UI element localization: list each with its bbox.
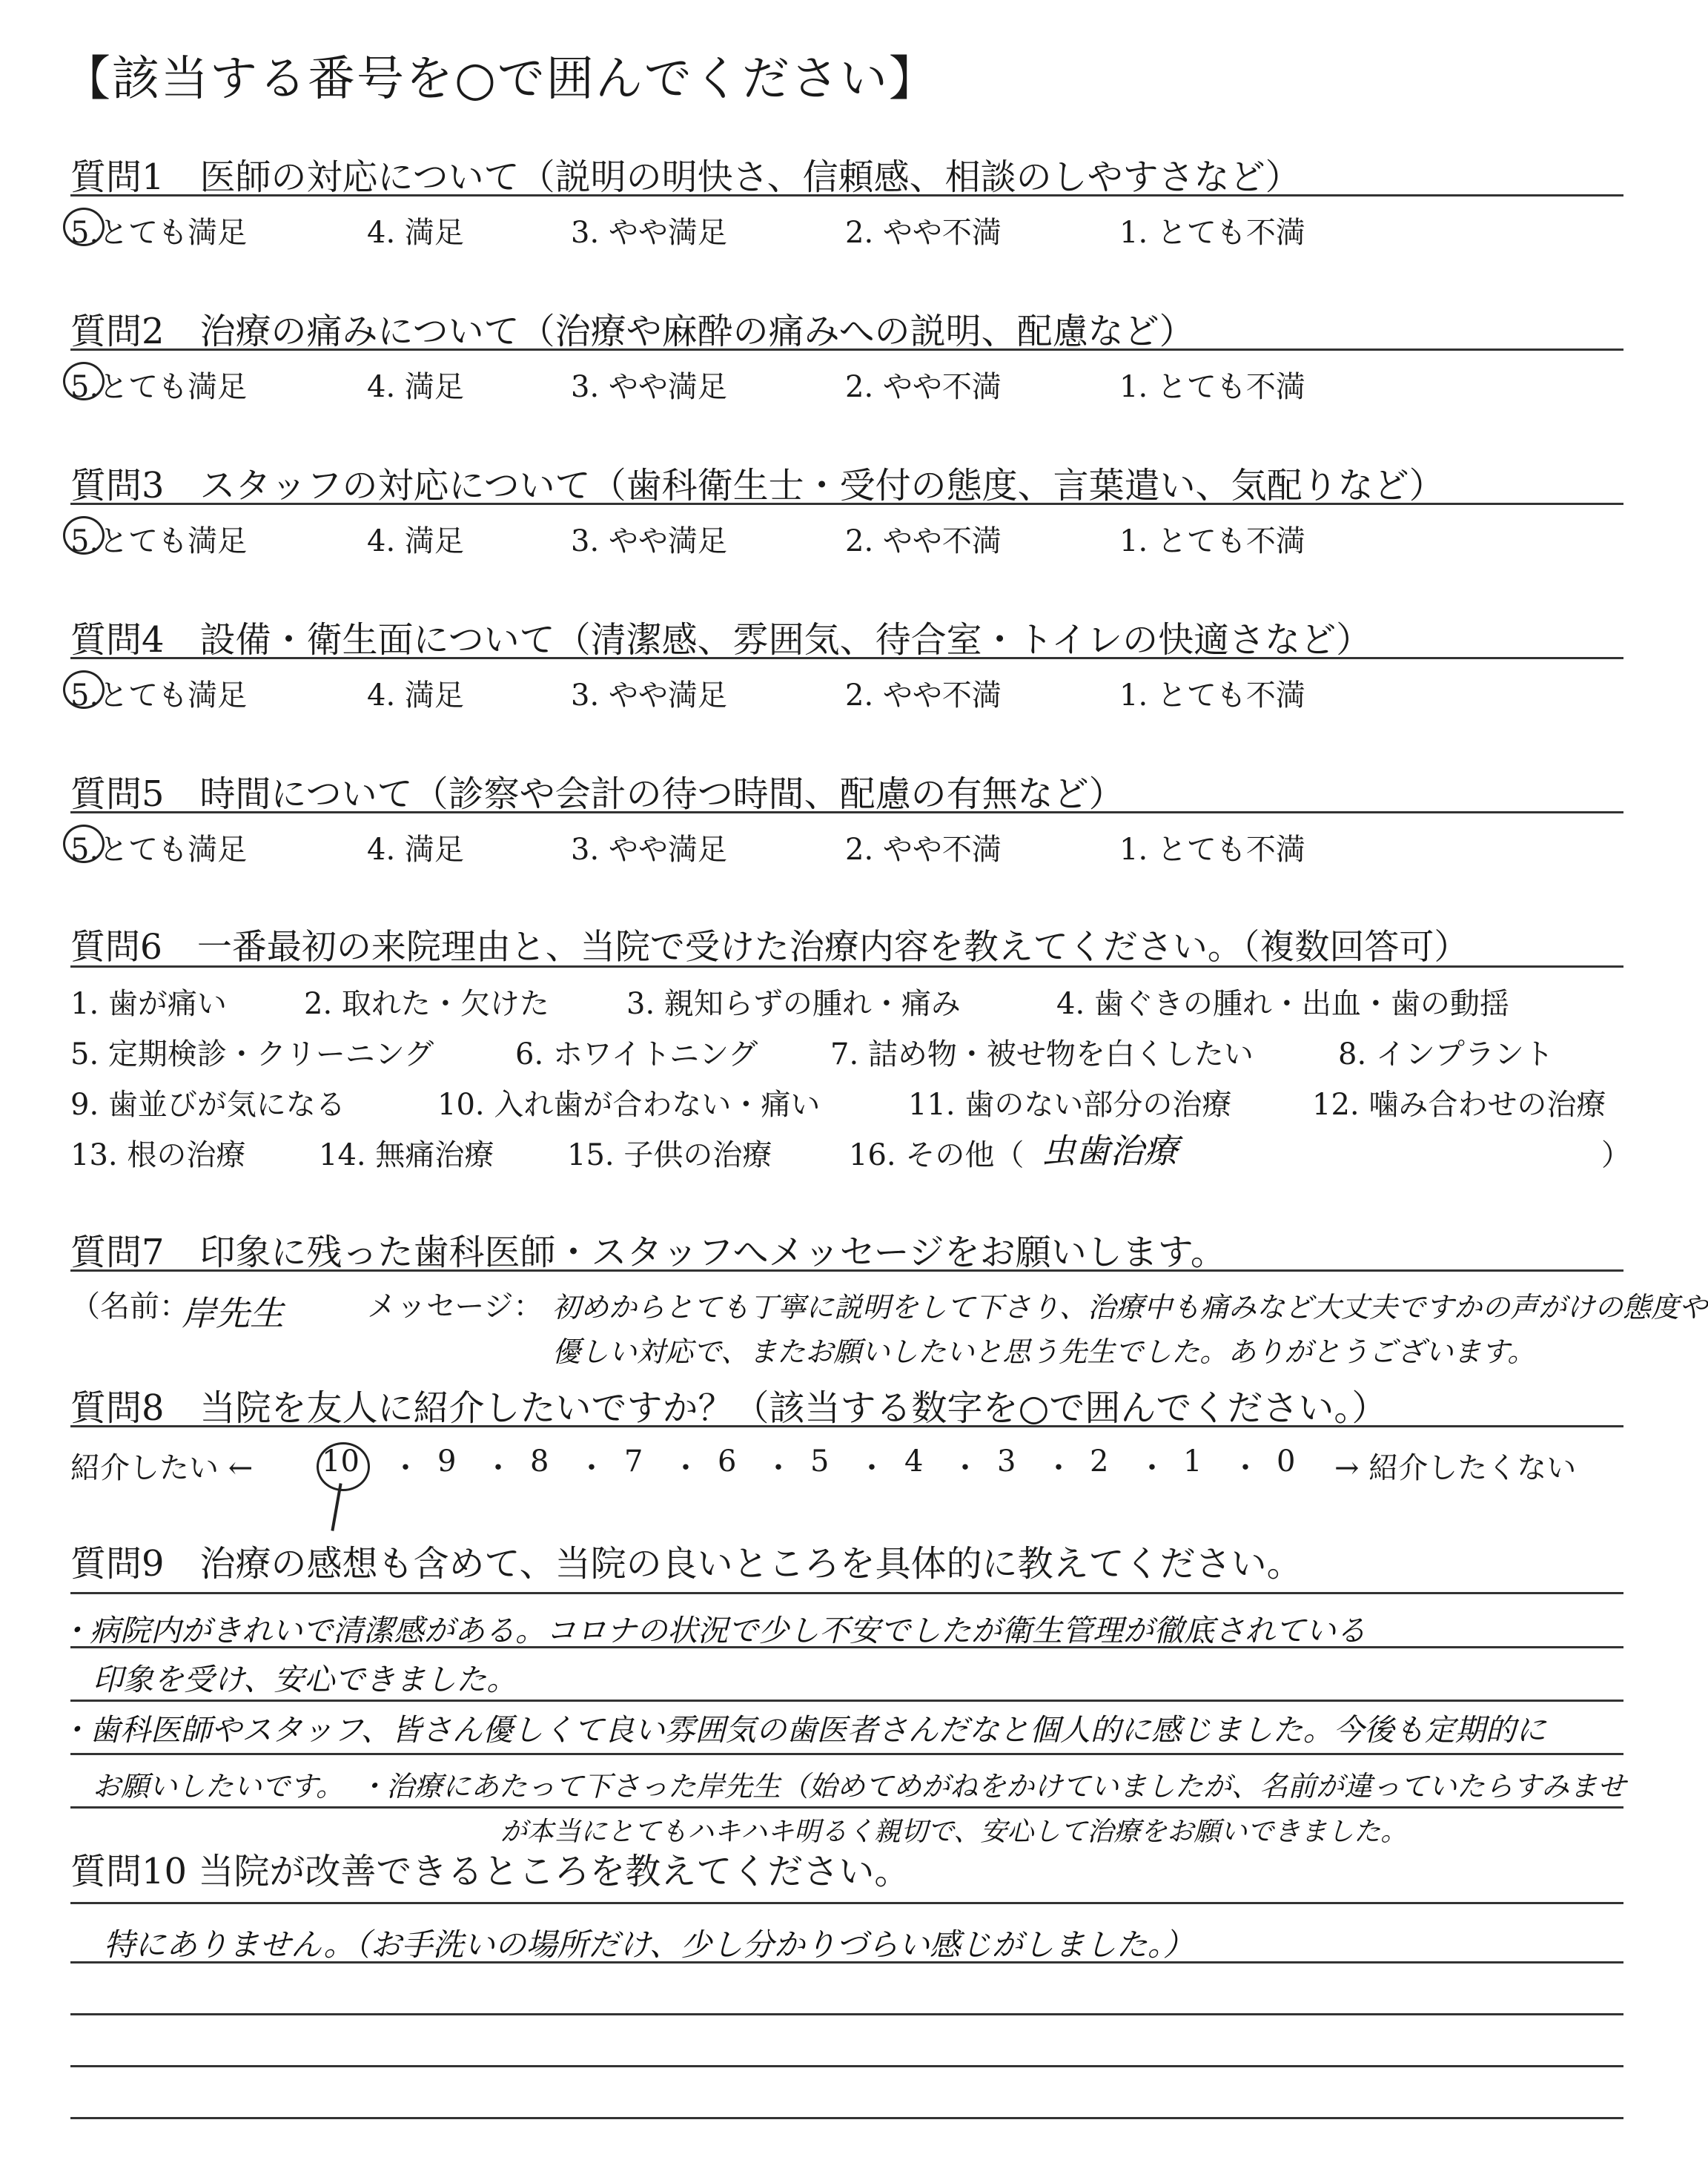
question-title: 質問8 当院を友人に紹介したいですか？（該当する数字を○で囲んでください。） — [70, 1387, 1388, 1429]
question-title: 質問5 時間について（診察や会計の待つ時間、配慮の有無など） — [70, 773, 1125, 815]
scale-9[interactable]: 9 — [437, 1444, 457, 1479]
answer-handwritten-line1[interactable]: ・病院内がきれいで清潔感がある。コロナの状況で少し不安でしたが衛生管理が徹底されている — [59, 1613, 1366, 1648]
divider — [70, 1425, 1623, 1427]
scale-dot: ・ — [483, 1451, 513, 1485]
scale-left-label: 紹介したい ← — [70, 1451, 254, 1485]
option-4[interactable]: 4. 満足 — [367, 216, 464, 250]
scale-dot: ・ — [391, 1451, 420, 1485]
checkbox-item[interactable]: 13. 根の治療 — [70, 1138, 246, 1172]
scale-1[interactable]: 1 — [1183, 1444, 1202, 1479]
scale-dot: ・ — [1044, 1451, 1073, 1485]
checkbox-item[interactable]: 11. 歯のない部分の治療 — [908, 1088, 1232, 1122]
scale-dot: ・ — [764, 1451, 793, 1485]
option-3[interactable]: 3. やや満足 — [571, 833, 727, 867]
scale-7[interactable]: 7 — [624, 1444, 643, 1479]
answer-handwritten-line5[interactable]: が本当にとてもハキハキ明るく親切で、安心して治療をお願いできました。 — [500, 1817, 1408, 1847]
divider — [70, 194, 1623, 196]
writing-line — [70, 1700, 1623, 1702]
question-title: 質問7 印象に残った歯科医師・スタッフへメッセージをお願いします。 — [70, 1232, 1226, 1273]
checkbox-item[interactable]: 7. 詰め物・被せ物を白くしたい — [830, 1037, 1254, 1071]
answer-handwritten-line4[interactable]: お願いしたいです。 ・治療にあたって下さった岸先生（始めてめがねをかけていましたが、名前が違っていたらすみませ — [93, 1770, 1626, 1803]
option-4[interactable]: 4. 満足 — [367, 678, 464, 713]
answer-handwritten-line2[interactable]: 印象を受け、安心できました。 — [93, 1662, 517, 1697]
form-header: 【該当する番号を○で囲んでください】 — [63, 52, 938, 107]
option-3[interactable]: 3. やや満足 — [571, 524, 727, 558]
option-5[interactable]: 5.とても満足 — [70, 678, 248, 713]
option-3[interactable]: 3. やや満足 — [571, 370, 727, 404]
scale-6[interactable]: 6 — [718, 1444, 737, 1479]
option-2[interactable]: 2. やや不満 — [845, 524, 1002, 558]
writing-line — [70, 1646, 1623, 1648]
answer-handwritten[interactable]: 特にありません。（お手洗いの場所だけ、少し分かりづらい感じがしました。） — [104, 1926, 1194, 1963]
checkbox-item[interactable]: 2. 取れた・欠けた — [304, 987, 549, 1021]
question-title: 質問1 医師の対応について（説明の明快さ、信頼感、相談のしやすさなど） — [70, 156, 1301, 198]
writing-line — [70, 1753, 1623, 1755]
scale-2[interactable]: 2 — [1090, 1444, 1109, 1479]
checkbox-item[interactable]: 15. 子供の治療 — [567, 1138, 772, 1172]
checkbox-item[interactable]: 14. 無痛治療 — [319, 1138, 494, 1172]
option-2[interactable]: 2. やや不満 — [845, 678, 1002, 713]
writing-line — [70, 2065, 1623, 2067]
checkbox-item[interactable]: 3. 親知らずの腫れ・痛み — [626, 987, 961, 1021]
scale-3[interactable]: 3 — [997, 1444, 1016, 1479]
option-2[interactable]: 2. やや不満 — [845, 216, 1002, 250]
scale-right-label: → 紹介したくない — [1334, 1451, 1577, 1485]
scale-dot: ・ — [857, 1451, 887, 1485]
option-4[interactable]: 4. 満足 — [367, 524, 464, 558]
question-title: 質問3 スタッフの対応について（歯科衛生士・受付の態度、言葉遣い、気配りなど） — [70, 465, 1445, 506]
checkbox-item[interactable]: 6. ホワイトニング — [515, 1037, 758, 1071]
scale-8[interactable]: 8 — [530, 1444, 549, 1479]
option-3[interactable]: 3. やや満足 — [571, 678, 727, 713]
answer-handwritten-line3[interactable]: ・歯科医師やスタッフ、皆さん優しくて良い雰囲気の歯医者さんだなと個人的に感じました。今後も定期的に — [59, 1712, 1546, 1748]
option-5[interactable]: 5.とても満足 — [70, 216, 248, 250]
question-title: 質問6 一番最初の来院理由と、当院で受けた治療内容を教えてください。（複数回答可） — [70, 927, 1469, 968]
name-handwritten[interactable]: 岸先生 — [182, 1293, 284, 1333]
option-1[interactable]: 1. とても不満 — [1119, 370, 1305, 404]
question-title: 質問4 設備・衛生面について（清潔感、雰囲気、待合室・トイレの快適さなど） — [70, 619, 1372, 661]
divider — [70, 965, 1623, 968]
option-1[interactable]: 1. とても不満 — [1119, 678, 1305, 713]
checkbox-item[interactable]: 5. 定期検診・クリーニング — [70, 1037, 434, 1071]
scale-5[interactable]: 5 — [810, 1444, 830, 1479]
question-title: 質問9 治療の感想も含めて、当院の良いところを具体的に教えてください。 — [70, 1543, 1302, 1585]
question-title: 質問10 当院が改善できるところを教えてください。 — [70, 1851, 910, 1892]
close-paren: ） — [1601, 1138, 1631, 1172]
option-4[interactable]: 4. 満足 — [367, 370, 464, 404]
checkbox-item[interactable]: 9. 歯並びが気になる — [70, 1088, 345, 1122]
scale-dot: ・ — [671, 1451, 701, 1485]
message-handwritten-line2[interactable]: 優しい対応で、またお願いしたいと思う先生でした。ありがとうございます。 — [552, 1335, 1536, 1368]
divider — [70, 1269, 1623, 1272]
divider — [70, 811, 1623, 813]
scale-dot: ・ — [577, 1451, 606, 1485]
scale-dot: ・ — [1137, 1451, 1167, 1485]
option-2[interactable]: 2. やや不満 — [845, 370, 1002, 404]
writing-line — [70, 1806, 1623, 1809]
checkbox-item[interactable]: 12. 噛み合わせの治療 — [1312, 1088, 1606, 1122]
divider — [70, 349, 1623, 351]
divider — [70, 503, 1623, 505]
option-4[interactable]: 4. 満足 — [367, 833, 464, 867]
question-title: 質問2 治療の痛みについて（治療や麻酔の痛みへの説明、配慮など） — [70, 311, 1195, 352]
scale-10[interactable]: 10 — [322, 1444, 360, 1479]
message-handwritten-line1[interactable]: 初めからとても丁寧に説明をして下さり、治療中も痛みなど大丈夫ですかの声がけの態度や — [552, 1291, 1708, 1324]
writing-line — [70, 2117, 1623, 2119]
scale-0[interactable]: 0 — [1277, 1444, 1296, 1479]
scale-dot: ・ — [950, 1451, 980, 1485]
message-label: メッセージ： — [367, 1289, 543, 1324]
checkbox-item[interactable]: 4. 歯ぐきの腫れ・出血・歯の動揺 — [1056, 987, 1509, 1021]
writing-line — [70, 2013, 1623, 2015]
option-1[interactable]: 1. とても不満 — [1119, 833, 1305, 867]
checkbox-item[interactable]: 10. 入れ歯が合わない・痛い — [437, 1088, 821, 1122]
option-5[interactable]: 5.とても満足 — [70, 524, 248, 558]
writing-line — [70, 1902, 1623, 1904]
other-answer-handwritten[interactable]: 虫歯治療 — [1042, 1131, 1178, 1171]
divider — [70, 657, 1623, 659]
option-5[interactable]: 5.とても満足 — [70, 833, 248, 867]
scale-dot: ・ — [1231, 1451, 1260, 1485]
checkbox-item[interactable]: 8. インプラント — [1338, 1037, 1554, 1071]
option-5[interactable]: 5.とても満足 — [70, 370, 248, 404]
option-2[interactable]: 2. やや不満 — [845, 833, 1002, 867]
checkbox-item[interactable]: 1. 歯が痛い — [70, 987, 227, 1021]
option-3[interactable]: 3. やや満足 — [571, 216, 727, 250]
other-label: 16. その他（ — [849, 1138, 1025, 1172]
writing-line — [70, 1592, 1623, 1594]
option-1[interactable]: 1. とても不満 — [1119, 216, 1305, 250]
name-label: （名前： — [70, 1289, 189, 1324]
scale-4[interactable]: 4 — [904, 1444, 924, 1479]
writing-line — [70, 1961, 1623, 1964]
option-1[interactable]: 1. とても不満 — [1119, 524, 1305, 558]
